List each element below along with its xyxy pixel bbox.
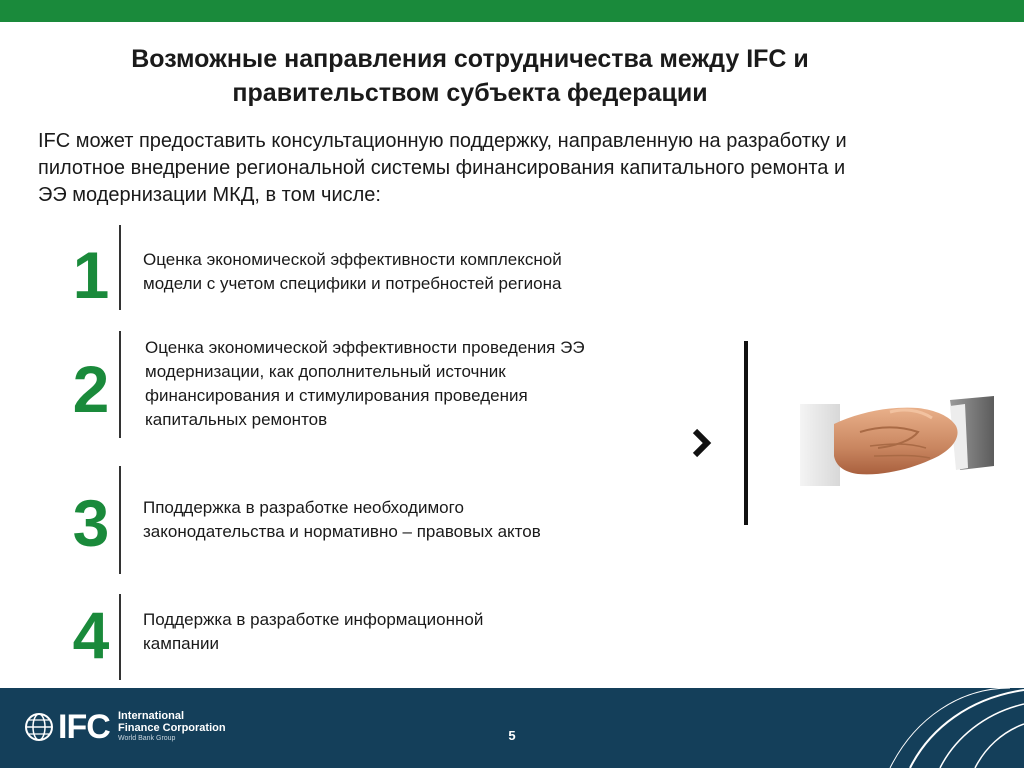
item-2-line-1: Оценка экономической эффективности проведения ЭЭ <box>145 338 585 357</box>
ifc-logo-caption <box>118 710 226 744</box>
item-2-line-2: модернизации, как дополнительный источник <box>145 362 506 381</box>
item-1-divider <box>119 225 121 310</box>
globe-icon <box>24 712 54 742</box>
intro-paragraph <box>38 128 978 209</box>
vertical-divider <box>744 341 748 525</box>
top-accent-bar <box>0 0 1024 22</box>
title-line-2: правительством субъекта федерации <box>232 79 708 107</box>
intro-line-1: IFC может предоставить консультационную поддержку, направленную на разработку и <box>38 130 847 152</box>
item-3-text <box>143 496 683 544</box>
item-2-line-3: финансирования и стимулирования проведения <box>145 386 528 405</box>
intro-line-2: пилотное внедрение региональной системы финансирования капитального ремонта и <box>38 157 846 179</box>
title-line-1: Возможные направления сотрудничества между IFC и <box>131 45 809 73</box>
item-3-line-1: Пподдержка в разработке необходимого <box>143 498 464 517</box>
logo-line-1: International <box>118 710 185 722</box>
item-3-line-2: законодательства и нормативно – правовых актов <box>143 522 541 541</box>
item-4-text <box>143 608 683 656</box>
logo-line-2: Finance Corporation <box>118 722 226 734</box>
logo-line-3: World Bank Group <box>118 735 176 742</box>
chevron-right-icon <box>690 428 714 458</box>
item-2-divider <box>119 331 121 438</box>
item-3-number: 3 <box>72 486 110 560</box>
item-1-line-1: Оценка экономической эффективности комплексной <box>143 250 562 269</box>
item-4-line-2: кампании <box>143 634 219 653</box>
intro-line-3: ЭЭ модернизации МКД, в том числе: <box>38 184 381 206</box>
decorative-swoosh <box>880 688 1024 768</box>
footer-bar <box>0 688 1024 768</box>
page-number: 5 <box>508 728 516 743</box>
item-3-divider <box>119 466 121 574</box>
item-4-line-1: Поддержка в разработке информационной <box>143 610 484 629</box>
ifc-logo-text: IFC <box>58 708 110 746</box>
item-2-line-4: капитальных ремонтов <box>145 410 328 429</box>
item-4-divider <box>119 594 121 680</box>
item-2-text <box>145 336 685 432</box>
page-title <box>40 42 900 110</box>
handshake-image <box>800 396 994 488</box>
item-1-number: 1 <box>72 238 110 312</box>
item-4-number: 4 <box>72 598 110 672</box>
item-1-text <box>143 248 683 296</box>
item-2-number: 2 <box>72 352 110 426</box>
item-1-line-2: модели с учетом специфики и потребностей региона <box>143 274 562 293</box>
